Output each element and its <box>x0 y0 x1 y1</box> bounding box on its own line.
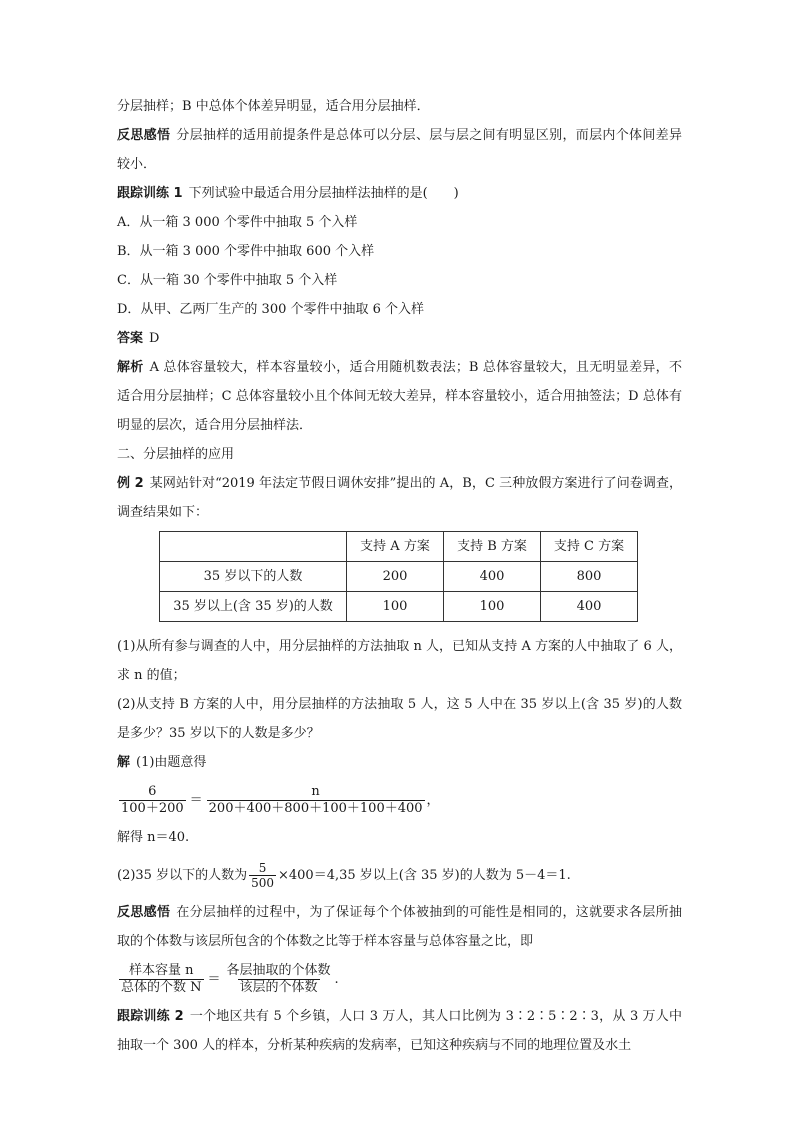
table-header-cell: 支持 A 方案 <box>347 532 444 562</box>
document-page <box>117 92 682 1060</box>
table-cell: 100 <box>444 592 541 622</box>
reflection-paragraph <box>117 121 682 179</box>
solution-text: (1)由题意得 <box>136 755 207 770</box>
equals-sign: ＝ <box>189 792 203 808</box>
fraction-numerator: 5 <box>258 860 267 875</box>
solution-line <box>117 748 682 777</box>
table-cell: 800 <box>541 562 638 592</box>
reflection-2-label: 反思感悟 <box>117 905 171 920</box>
reflection-2-paragraph <box>117 898 682 956</box>
exercise-1-text: 下列试验中最适合用分层抽样法抽样的是( ) <box>188 186 459 201</box>
fraction <box>119 963 204 996</box>
example-2-paragraph <box>117 469 682 527</box>
exercise-1-label: 跟踪训练 1 <box>117 186 183 201</box>
solution-2-line <box>117 852 682 898</box>
reflection-label: 反思感悟 <box>117 128 171 143</box>
option-c: C．从一箱 30 个零件中抽取 5 个入样 <box>117 273 338 288</box>
equals-sign: ＝ <box>207 971 221 987</box>
fraction-denominator: 200＋400＋800＋100＋100＋400 <box>208 800 423 816</box>
answer-label: 答案 <box>117 331 144 346</box>
solution-2-prefix: (2)35 岁以下的人数为 <box>117 867 248 883</box>
punctuation: . <box>334 971 339 987</box>
answer-line <box>117 324 682 353</box>
fraction-numerator: 样本容量 n <box>129 962 194 978</box>
example-2-text: 某网站针对“2019 年法定节假日调休安排”提出的 A，B，C 三种放假方案进行了问卷调查，调查结果如下： <box>117 476 682 520</box>
fraction <box>225 963 333 996</box>
option-a: A．从一箱 3 000 个零件中抽取 5 个入样 <box>117 215 358 230</box>
analysis-label: 解析 <box>117 360 144 375</box>
solution-2-suffix: ×400＝4,35 岁以上(含 35 岁)的人数为 5－4＝1. <box>278 867 571 883</box>
reflection-text: 分层抽样的适用前提条件是总体可以分层、层与层之间有明显区别，而层内个体间差异较小． <box>117 128 682 172</box>
table-header-cell <box>160 532 347 562</box>
table-header-cell: 支持 C 方案 <box>541 532 638 562</box>
text-line: 分层抽样；B 中总体个体差异明显，适合用分层抽样． <box>117 99 430 114</box>
analysis-text: A 总体容量较大，样本容量较小，适合用随机数表法；B 总体容量较大，且无明显差异，不适合用分层抽样；C 总体容量较小且个体间无较大差异，样本容量较小，适合用抽签法；D 总体有明显的层次，适合用分层抽样法． <box>117 360 682 433</box>
ratio-equation <box>117 956 682 1002</box>
survey-table <box>159 531 638 622</box>
table-row <box>160 592 638 622</box>
fraction-numerator: 6 <box>148 783 157 799</box>
example-2-label: 例 2 <box>117 476 144 491</box>
fraction <box>249 861 276 890</box>
fraction-denominator: 该层的个体数 <box>239 979 318 995</box>
answer-text: D <box>149 331 160 346</box>
question-2: (2)从支持 B 方案的人中，用分层抽样的方法抽取 5 人，这 5 人中在 35 岁以上(含 35 岁)的人数是多少？35 岁以下的人数是多少？ <box>117 697 682 741</box>
table-cell: 200 <box>347 562 444 592</box>
fraction <box>207 784 425 817</box>
table-cell: 35 岁以下的人数 <box>160 562 347 592</box>
table-cell: 100 <box>347 592 444 622</box>
fraction-denominator: 总体的个数 N <box>121 979 202 995</box>
fraction-denominator: 500 <box>251 875 274 890</box>
fraction-numerator: n <box>311 783 320 799</box>
table-header-cell: 支持 B 方案 <box>444 532 541 562</box>
fraction <box>119 784 186 817</box>
table-cell: 400 <box>541 592 638 622</box>
fraction-numerator: 各层抽取的个体数 <box>226 962 331 978</box>
fraction-denominator: 100＋200 <box>121 800 184 816</box>
punctuation: ， <box>426 792 440 808</box>
solution-result: 解得 n＝40. <box>117 830 190 845</box>
table-cell: 400 <box>444 562 541 592</box>
question-1: (1)从所有参与调查的人中，用分层抽样的方法抽取 n 人，已知从支持 A 方案的人中抽取了 6 人，求 n 的值； <box>117 639 682 683</box>
equation-1 <box>117 777 682 823</box>
analysis-paragraph <box>117 353 682 440</box>
table-row <box>160 562 638 592</box>
solution-label: 解 <box>117 755 131 770</box>
exercise-1-line <box>117 179 682 208</box>
option-d: D．从甲、乙两厂生产的 300 个零件中抽取 6 个入样 <box>117 302 425 317</box>
exercise-2-paragraph <box>117 1002 682 1060</box>
table-cell: 35 岁以上(含 35 岁)的人数 <box>160 592 347 622</box>
exercise-2-text: 一个地区共有 5 个乡镇，人口 3 万人，其人口比例为 3∶2∶5∶2∶3，从 3 万人中抽取一个 300 人的样本，分析某种疾病的发病率，已知这种疾病与不同的地理位置及水土 <box>117 1009 682 1053</box>
option-b: B．从一箱 3 000 个零件中抽取 600 个入样 <box>117 244 375 259</box>
exercise-2-label: 跟踪训练 2 <box>117 1009 184 1024</box>
section-heading: 二、分层抽样的应用 <box>117 447 235 462</box>
table-header-row <box>160 532 638 562</box>
reflection-2-text: 在分层抽样的过程中，为了保证每个个体被抽到的可能性是相同的，这就要求各层所抽取的个体数与该层所包含的个体数之比等于样本容量与总体容量之比，即 <box>117 905 682 949</box>
